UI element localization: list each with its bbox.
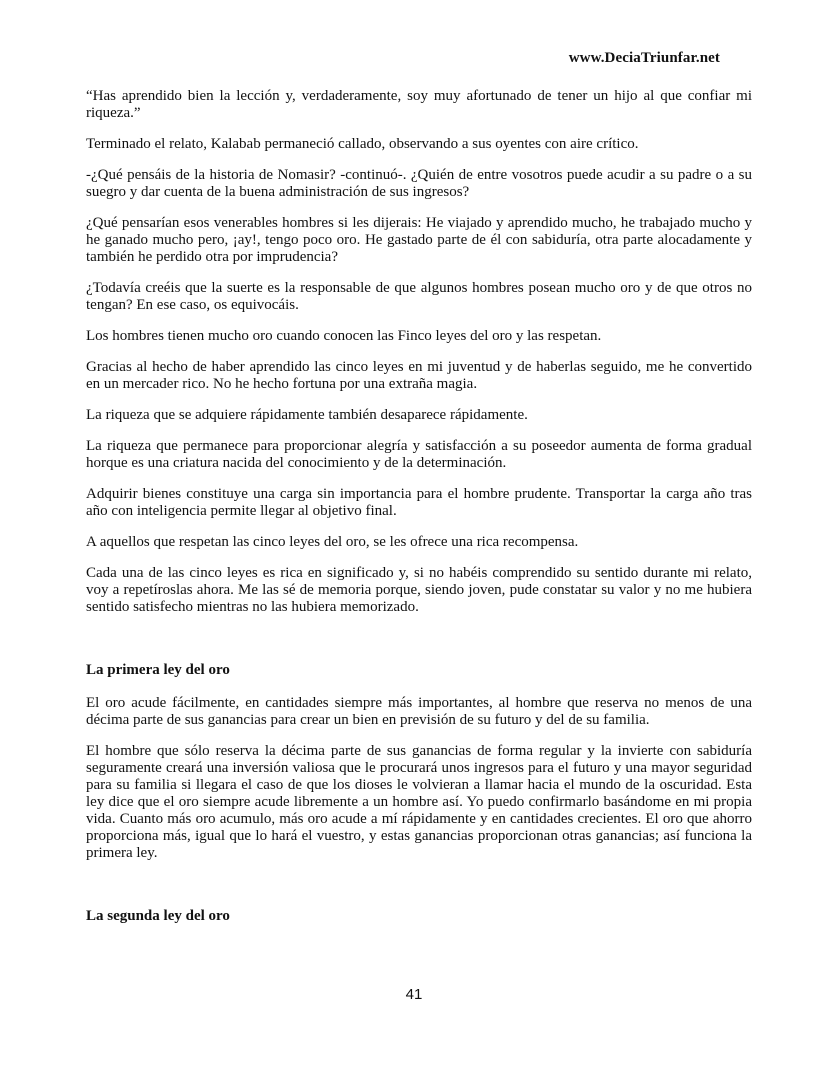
paragraph: El oro acude fácilmente, en cantidades siempre más importantes, al hombre que reserva no menos de una décima parte de sus ganancias para crear un bien en previsión de su futuro y del de su familia. <box>86 695 752 728</box>
site-url-header: www.DeciaTriunfar.net <box>568 50 720 66</box>
paragraph: Adquirir bienes constituye una carga sin importancia para el hombre prudente. Transportar la carga año tras año con inteligencia permite llegar al objetivo final. <box>86 486 752 519</box>
paragraph: Gracias al hecho de haber aprendido las cinco leyes en mi juventud y de haberlas seguido, me he convertido en un mercader rico. No he hecho fortuna por una extraña magia. <box>86 359 752 392</box>
paragraph: -¿Qué pensáis de la historia de Nomasir? -continuó-. ¿Quién de entre vosotros puede acudir a su padre o a su suegro y dar cuenta de la buena administración de sus ingresos? <box>86 167 752 200</box>
paragraph: “Has aprendido bien la lección y, verdaderamente, soy muy afortunado de tener un hijo al que confiar mi riqueza.” <box>86 88 752 121</box>
paragraph: ¿Todavía creéis que la suerte es la responsable de que algunos hombres posean mucho oro y de que otros no tengan? En ese caso, os equivocáis. <box>86 280 752 313</box>
paragraph: Terminado el relato, Kalabab permaneció callado, observando a sus oyentes con aire crítico. <box>86 136 639 152</box>
paragraph: El hombre que sólo reserva la décima parte de sus ganancias de forma regular y la invierte con sabiduría seguramente creará una inversión valiosa que le procurará unos ingresos para el futuro y una mayor seguridad para su familia si llegara el caso de que los dioses le volvieran a llamar hacia el mundo de la oscuridad. Esta ley dice que el oro siempre acude libremente a un hombre así. Yo puedo confirmarlo basándome en mi propia vida. Cuanto más oro acumulo, más oro acude a mí rápidamente y en cantidades crecientes. El oro que ahorro proporciona más, igual que lo hará el vuestro, y estas ganancias proporcionan otras ganancias; así funciona la primera ley. <box>86 743 752 861</box>
paragraph: La riqueza que se adquiere rápidamente también desaparece rápidamente. <box>86 407 528 423</box>
paragraph: Cada una de las cinco leyes es rica en significado y, si no habéis comprendido su sentido durante mi relato, voy a repetíroslas ahora. Me las sé de memoria porque, siendo joven, pude constatar su valor y no me hubiera sentido satisfecho mientras no las hubiera memorizado. <box>86 565 752 615</box>
paragraph: Los hombres tienen mucho oro cuando conocen las Finco leyes del oro y las respetan. <box>86 328 602 344</box>
section-heading-second-law: La segunda ley del oro <box>86 908 230 924</box>
page-body <box>86 88 752 941</box>
paragraph: ¿Qué pensarían esos venerables hombres si les dijerais: He viajado y aprendido mucho, he trabajado mucho y he ganado mucho pero, ¡ay!, tengo poco oro. He gastado parte de él con sabiduría, otra parte alocadamente y también he perdido otra por imprudencia? <box>86 215 752 265</box>
page-number: 41 <box>405 986 423 1003</box>
paragraph: La riqueza que permanece para proporcionar alegría y satisfacción a su poseedor aumenta de forma gradual horque es una criatura nacida del conocimiento y de la determinación. <box>86 438 752 471</box>
section-heading-first-law: La primera ley del oro <box>86 662 230 678</box>
paragraph: A aquellos que respetan las cinco leyes del oro, se les ofrece una rica recompensa. <box>86 534 579 550</box>
